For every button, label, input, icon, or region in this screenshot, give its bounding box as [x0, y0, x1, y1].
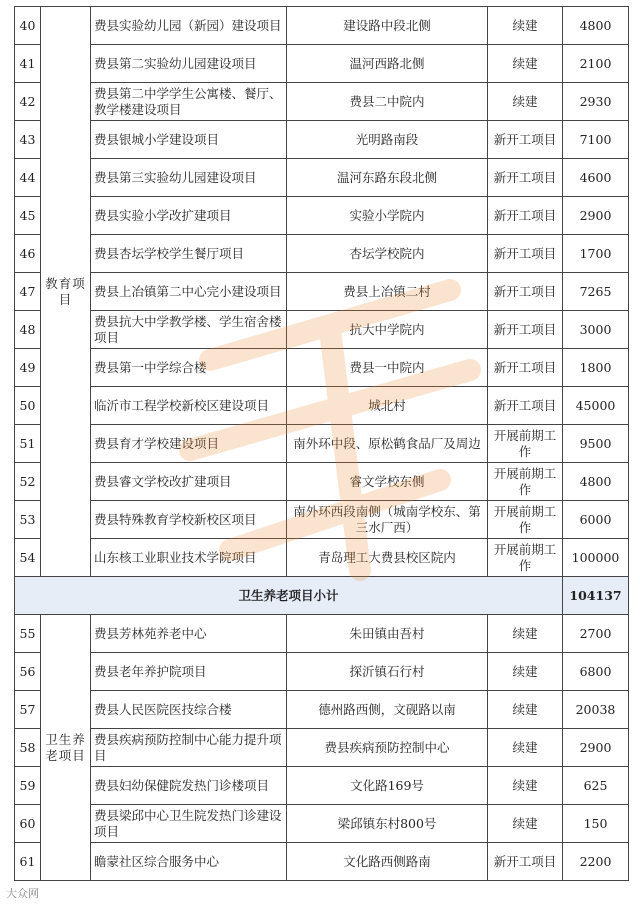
project-investment: 1800 [563, 349, 629, 387]
project-status: 新开工项目 [488, 843, 563, 881]
project-status: 新开工项目 [488, 197, 563, 235]
project-location: 杏坛学校院内 [287, 235, 488, 273]
table-row [15, 653, 629, 691]
project-investment: 7265 [563, 273, 629, 311]
project-investment: 3000 [563, 311, 629, 349]
project-location: 抗大中学院内 [287, 311, 488, 349]
project-investment: 2900 [563, 197, 629, 235]
project-location: 光明路南段 [287, 121, 488, 159]
project-name: 费县育才学校建设项目 [91, 425, 287, 463]
project-investment: 2930 [563, 83, 629, 121]
project-location: 梁邱镇东村800号 [287, 805, 488, 843]
row-number: 40 [15, 7, 41, 45]
project-investment: 4800 [563, 463, 629, 501]
project-status: 新开工项目 [488, 387, 563, 425]
project-investment: 6000 [563, 501, 629, 539]
project-name: 费县实验幼儿园（新园）建设项目 [91, 7, 287, 45]
category-cell: 教育项目 [41, 7, 91, 577]
row-number: 53 [15, 501, 41, 539]
project-name: 费县银城小学建设项目 [91, 121, 287, 159]
project-name: 费县疾病预防控制中心能力提升项目 [91, 729, 287, 767]
project-location: 费县一中院内 [287, 349, 488, 387]
category-cell: 卫生养老项目 [41, 615, 91, 881]
project-location: 费县二中院内 [287, 83, 488, 121]
project-status: 续建 [488, 653, 563, 691]
row-number: 52 [15, 463, 41, 501]
subtotal-label: 卫生养老项目小计 [15, 577, 563, 615]
table-row [15, 273, 629, 311]
table-row [15, 615, 629, 653]
project-status: 续建 [488, 729, 563, 767]
project-location: 城北村 [287, 387, 488, 425]
row-number: 47 [15, 273, 41, 311]
table-row [15, 425, 629, 463]
table-row [15, 121, 629, 159]
row-number: 60 [15, 805, 41, 843]
project-location: 费县疾病预防控制中心 [287, 729, 488, 767]
project-status: 续建 [488, 615, 563, 653]
project-location: 费县上冶镇二村 [287, 273, 488, 311]
project-location: 温河西路北侧 [287, 45, 488, 83]
row-number: 42 [15, 83, 41, 121]
project-status: 新开工项目 [488, 235, 563, 273]
project-status: 新开工项目 [488, 349, 563, 387]
table-row [15, 311, 629, 349]
project-name: 临沂市工程学校新校区建设项目 [91, 387, 287, 425]
row-number: 55 [15, 615, 41, 653]
project-investment: 45000 [563, 387, 629, 425]
project-name: 费县实验小学改扩建项目 [91, 197, 287, 235]
table-row [15, 767, 629, 805]
project-status: 开展前期工作 [488, 539, 563, 577]
project-location: 睿文学校东侧 [287, 463, 488, 501]
project-name: 费县第二中学学生公寓楼、餐厅、教学楼建设项目 [91, 83, 287, 121]
project-location: 南外环西段南侧（城南学校东、第三水厂西） [287, 501, 488, 539]
project-location: 德州路西侧，文砚路以南 [287, 691, 488, 729]
project-location: 朱田镇由吾村 [287, 615, 488, 653]
project-location: 青岛理工大费县校区院内 [287, 539, 488, 577]
table-row [15, 501, 629, 539]
row-number: 43 [15, 121, 41, 159]
table-row [15, 805, 629, 843]
project-name: 瞻蒙社区综合服务中心 [91, 843, 287, 881]
project-status: 开展前期工作 [488, 463, 563, 501]
project-location: 实验小学院内 [287, 197, 488, 235]
project-status: 新开工项目 [488, 121, 563, 159]
row-number: 58 [15, 729, 41, 767]
table-row [15, 843, 629, 881]
project-status: 续建 [488, 805, 563, 843]
row-number: 59 [15, 767, 41, 805]
row-number: 48 [15, 311, 41, 349]
project-location: 建设路中段北侧 [287, 7, 488, 45]
project-investment: 9500 [563, 425, 629, 463]
row-number: 44 [15, 159, 41, 197]
project-investment: 100000 [563, 539, 629, 577]
project-investment: 2900 [563, 729, 629, 767]
project-table [14, 6, 629, 881]
project-name: 费县第一中学综合楼 [91, 349, 287, 387]
project-name: 费县上冶镇第二中心完小建设项目 [91, 273, 287, 311]
footer-logo: 大众网 [6, 887, 39, 900]
project-location: 文化路西侧路南 [287, 843, 488, 881]
project-status: 新开工项目 [488, 273, 563, 311]
row-number: 51 [15, 425, 41, 463]
project-investment: 4800 [563, 7, 629, 45]
table-row [15, 159, 629, 197]
row-number: 45 [15, 197, 41, 235]
row-number: 46 [15, 235, 41, 273]
project-name: 山东核工业职业技术学院项目 [91, 539, 287, 577]
project-investment: 1700 [563, 235, 629, 273]
table-row [15, 197, 629, 235]
row-number: 54 [15, 539, 41, 577]
project-name: 费县特殊教育学校新校区项目 [91, 501, 287, 539]
project-status: 续建 [488, 45, 563, 83]
project-name: 费县老年养护院项目 [91, 653, 287, 691]
table-row [15, 463, 629, 501]
project-location: 南外环中段、原松鹤食品厂及周边 [287, 425, 488, 463]
project-investment: 2100 [563, 45, 629, 83]
project-name: 费县杏坛学校学生餐厅项目 [91, 235, 287, 273]
table-row [15, 729, 629, 767]
project-name: 费县睿文学校改扩建项目 [91, 463, 287, 501]
row-number: 57 [15, 691, 41, 729]
project-status: 开展前期工作 [488, 425, 563, 463]
project-name: 费县抗大中学教学楼、学生宿舍楼项目 [91, 311, 287, 349]
project-status: 续建 [488, 767, 563, 805]
project-location: 温河东路东段北侧 [287, 159, 488, 197]
project-location: 文化路169号 [287, 767, 488, 805]
project-investment: 2700 [563, 615, 629, 653]
project-name: 费县第三实验幼儿园建设项目 [91, 159, 287, 197]
project-location: 探沂镇石行村 [287, 653, 488, 691]
subtotal-row [15, 577, 629, 615]
row-number: 61 [15, 843, 41, 881]
project-investment: 2200 [563, 843, 629, 881]
table-row [15, 387, 629, 425]
project-name: 费县妇幼保健院发热门诊楼项目 [91, 767, 287, 805]
table-row [15, 539, 629, 577]
project-name: 费县梁邱中心卫生院发热门诊建设项目 [91, 805, 287, 843]
table-row [15, 349, 629, 387]
project-status: 续建 [488, 83, 563, 121]
project-status: 续建 [488, 7, 563, 45]
table-row [15, 45, 629, 83]
row-number: 56 [15, 653, 41, 691]
row-number: 41 [15, 45, 41, 83]
row-number: 50 [15, 387, 41, 425]
subtotal-value: 104137 [563, 577, 629, 615]
row-number: 49 [15, 349, 41, 387]
project-name: 费县芳林苑养老中心 [91, 615, 287, 653]
project-investment: 6800 [563, 653, 629, 691]
project-investment: 625 [563, 767, 629, 805]
project-name: 费县第二实验幼儿园建设项目 [91, 45, 287, 83]
project-investment: 150 [563, 805, 629, 843]
table-row [15, 7, 629, 45]
project-investment: 7100 [563, 121, 629, 159]
project-name: 费县人民医院医技综合楼 [91, 691, 287, 729]
project-investment: 4600 [563, 159, 629, 197]
project-investment: 20038 [563, 691, 629, 729]
table-row [15, 691, 629, 729]
project-status: 新开工项目 [488, 159, 563, 197]
project-status: 续建 [488, 691, 563, 729]
project-status: 开展前期工作 [488, 501, 563, 539]
table-row [15, 83, 629, 121]
table-row [15, 235, 629, 273]
project-status: 新开工项目 [488, 311, 563, 349]
